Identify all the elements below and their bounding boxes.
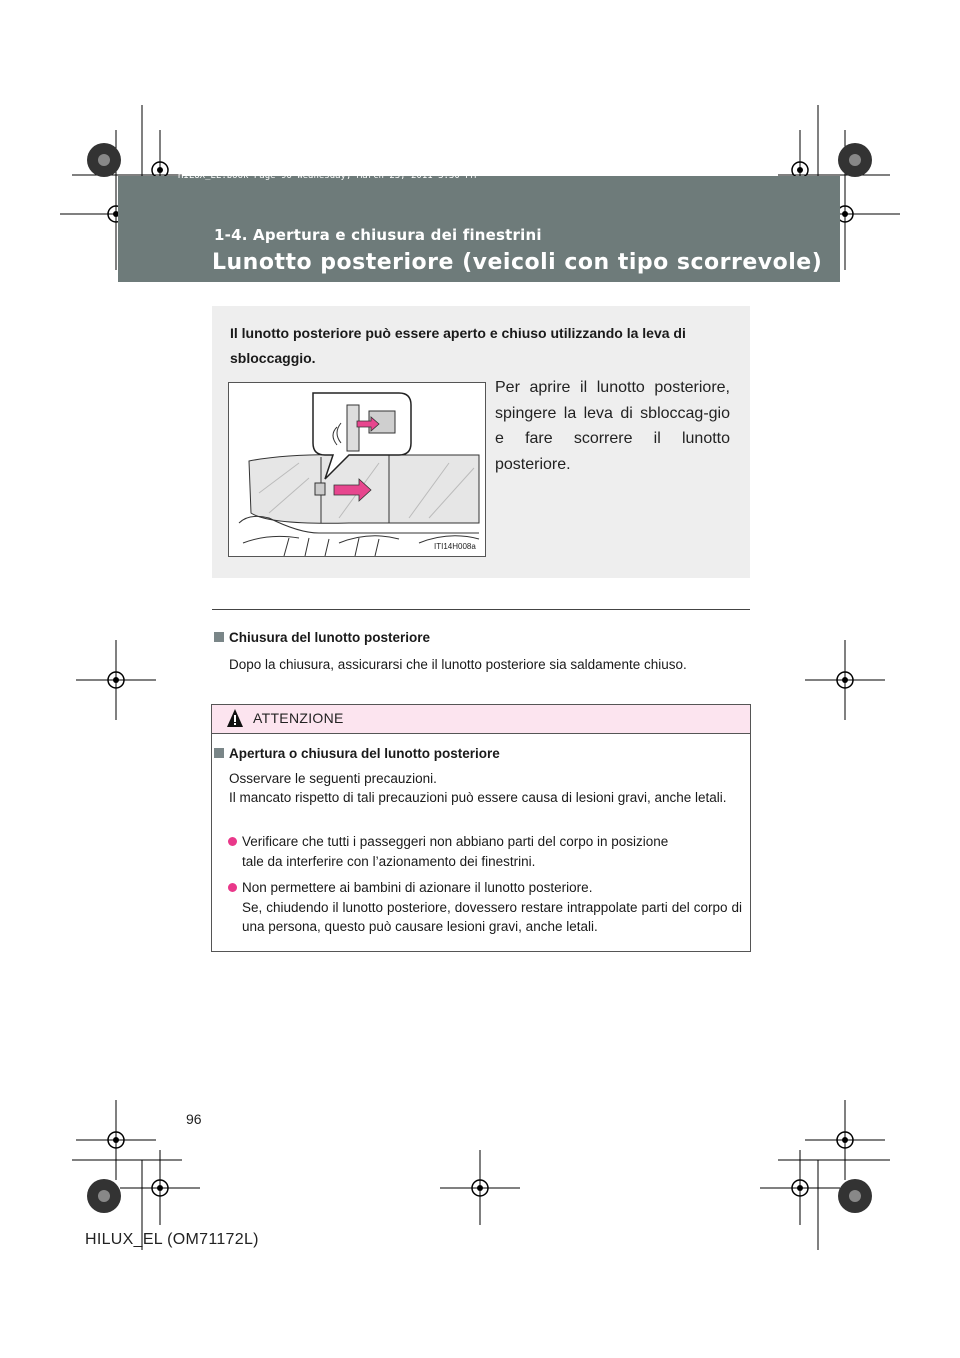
section-label: 1-4. Apertura e chiusura dei finestrini	[214, 226, 542, 244]
pink-dot-icon	[228, 837, 237, 846]
instruction-text: Per aprire il lunotto posteriore, spingere la leva di sbloccag-gio e fare scorrere il lunotto posteriore.	[495, 379, 730, 473]
note-body: Dopo la chiusura, assicurarsi che il lunotto posteriore sia saldamente chiuso.	[229, 657, 687, 672]
warning-subheading: Apertura o chiusura del lunotto posteriore	[214, 746, 500, 761]
rear-window-drawing	[229, 383, 485, 556]
divider	[212, 609, 750, 610]
warning-line-2: Il mancato rispetto di tali precauzioni può essere causa di lesioni gravi, anche letali.	[229, 790, 727, 805]
square-bullet-icon	[214, 748, 224, 758]
rear-window-illustration	[228, 382, 486, 557]
warning-triangle-icon	[226, 707, 244, 729]
footer-code: HILUX_EL (OM71172L)	[85, 1231, 259, 1248]
pink-dot-icon	[228, 883, 237, 892]
page-title: Lunotto posteriore (veicoli con tipo scorrevole)	[212, 250, 823, 275]
square-bullet-icon	[214, 632, 224, 642]
book-info: HILUX_EL.book Page 96 Wednesday, March 23, 2011 3:30 PM	[178, 171, 477, 181]
figure-code: ITI14H008a	[434, 542, 476, 551]
note-heading: Chiusura del lunotto posteriore	[214, 630, 430, 645]
warning-line-1: Osservare le seguenti precauzioni.	[229, 771, 437, 786]
warning-bullet-1: Verificare che tutti i passeggeri non abbiano parti del corpo in posizione tale da interferire con l’azionamento dei finestrini.	[228, 832, 742, 871]
intro-text: Il lunotto posteriore può essere aperto e chiuso utilizzando la leva di sbloccaggio.	[230, 325, 686, 366]
page-number: 96	[186, 1111, 202, 1127]
warning-bullet-2: Non permettere ai bambini di azionare il lunotto posteriore. Se, chiudendo il lunotto posteriore, dovessero restare intrappolate parti del corpo di una persona, questo può causare lesioni gravi, anche letali.	[228, 878, 742, 937]
warning-title: ATTENZIONE	[253, 710, 344, 726]
